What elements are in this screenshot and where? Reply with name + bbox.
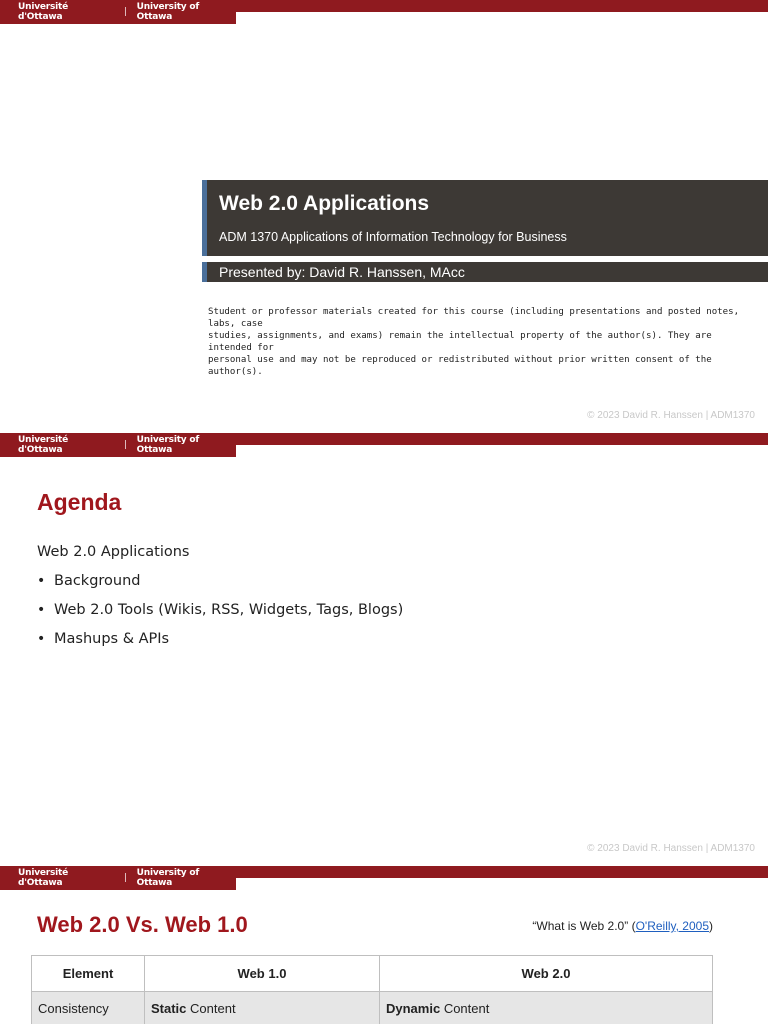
university-header-tab [0, 866, 236, 890]
slide-web-comparison [0, 866, 768, 1024]
university-label-en: University of Ottawa [136, 2, 200, 22]
table-cell [380, 992, 713, 1024]
slide-title [0, 0, 768, 433]
agenda-lead: Web 2.0 Applications [37, 544, 190, 560]
citation-prefix: “What is Web 2.0” ( [532, 919, 636, 933]
table-cell [145, 992, 380, 1024]
column-header: Element [32, 956, 145, 992]
header-separator: | [123, 7, 127, 17]
presenter-accent-bar [202, 262, 207, 282]
notice-line: personal use and may not be reproduced or redistributed without prior written consent of the author(s). [208, 355, 712, 377]
bullet-icon: • [37, 602, 46, 618]
bullet-icon: • [37, 573, 46, 589]
column-header: Web 1.0 [145, 956, 380, 992]
cell-text: Content [440, 1001, 490, 1016]
citation-link[interactable]: O'Reilly, 2005 [635, 919, 709, 933]
source-citation [532, 919, 713, 933]
bullet-icon: • [37, 631, 46, 647]
citation-suffix: ) [709, 919, 713, 933]
university-header-tab [0, 433, 236, 457]
table-row [32, 992, 713, 1024]
notice-line: studies, assignments, and exams) remain the intellectual property of the author(s). They are intended for [208, 331, 712, 353]
university-label-fr: Université d'Ottawa [18, 435, 69, 455]
table-header-row [32, 956, 713, 992]
comparison-table [31, 955, 713, 1024]
university-label-en: University of Ottawa [136, 435, 200, 455]
cell-emphasis: Static [151, 1001, 187, 1016]
agenda-list [37, 573, 403, 660]
header-separator: | [123, 873, 127, 883]
list-item-label: Mashups & APIs [54, 631, 170, 647]
cell-text: Content [186, 1001, 236, 1016]
list-item [37, 602, 403, 631]
list-item [37, 573, 403, 602]
header-separator: | [123, 440, 127, 450]
university-label-fr: Université d'Ottawa [18, 2, 69, 22]
slide-footer: © 2023 David R. Hanssen | ADM1370 [587, 843, 755, 854]
university-label-fr: Université d'Ottawa [18, 868, 69, 888]
title-accent-bar [202, 180, 207, 256]
agenda-title: Agenda [37, 489, 122, 515]
presenter-name: Presented by: David R. Hanssen, MAcc [219, 264, 465, 280]
slide-footer: © 2023 David R. Hanssen | ADM1370 [587, 410, 755, 421]
list-item [37, 631, 403, 660]
table-cell: Consistency [32, 992, 145, 1024]
notice-line: Student or professor materials created for this course (including presentations and posted notes, labs, case [208, 307, 740, 329]
column-header: Web 2.0 [380, 956, 713, 992]
university-header-tab [0, 0, 236, 24]
cell-emphasis: Dynamic [386, 1001, 441, 1016]
list-item-label: Web 2.0 Tools (Wikis, RSS, Widgets, Tags, Blogs) [54, 602, 404, 618]
university-label-en: University of Ottawa [136, 868, 200, 888]
slide-agenda [0, 433, 768, 866]
course-subtitle: ADM 1370 Applications of Information Technology for Business [219, 230, 567, 244]
copyright-notice [208, 306, 748, 378]
list-item-label: Background [54, 573, 141, 589]
slide-title-heading: Web 2.0 Applications [219, 192, 430, 215]
comparison-title: Web 2.0 Vs. Web 1.0 [37, 912, 248, 937]
title-box [202, 180, 768, 256]
presenter-bar [202, 262, 768, 282]
